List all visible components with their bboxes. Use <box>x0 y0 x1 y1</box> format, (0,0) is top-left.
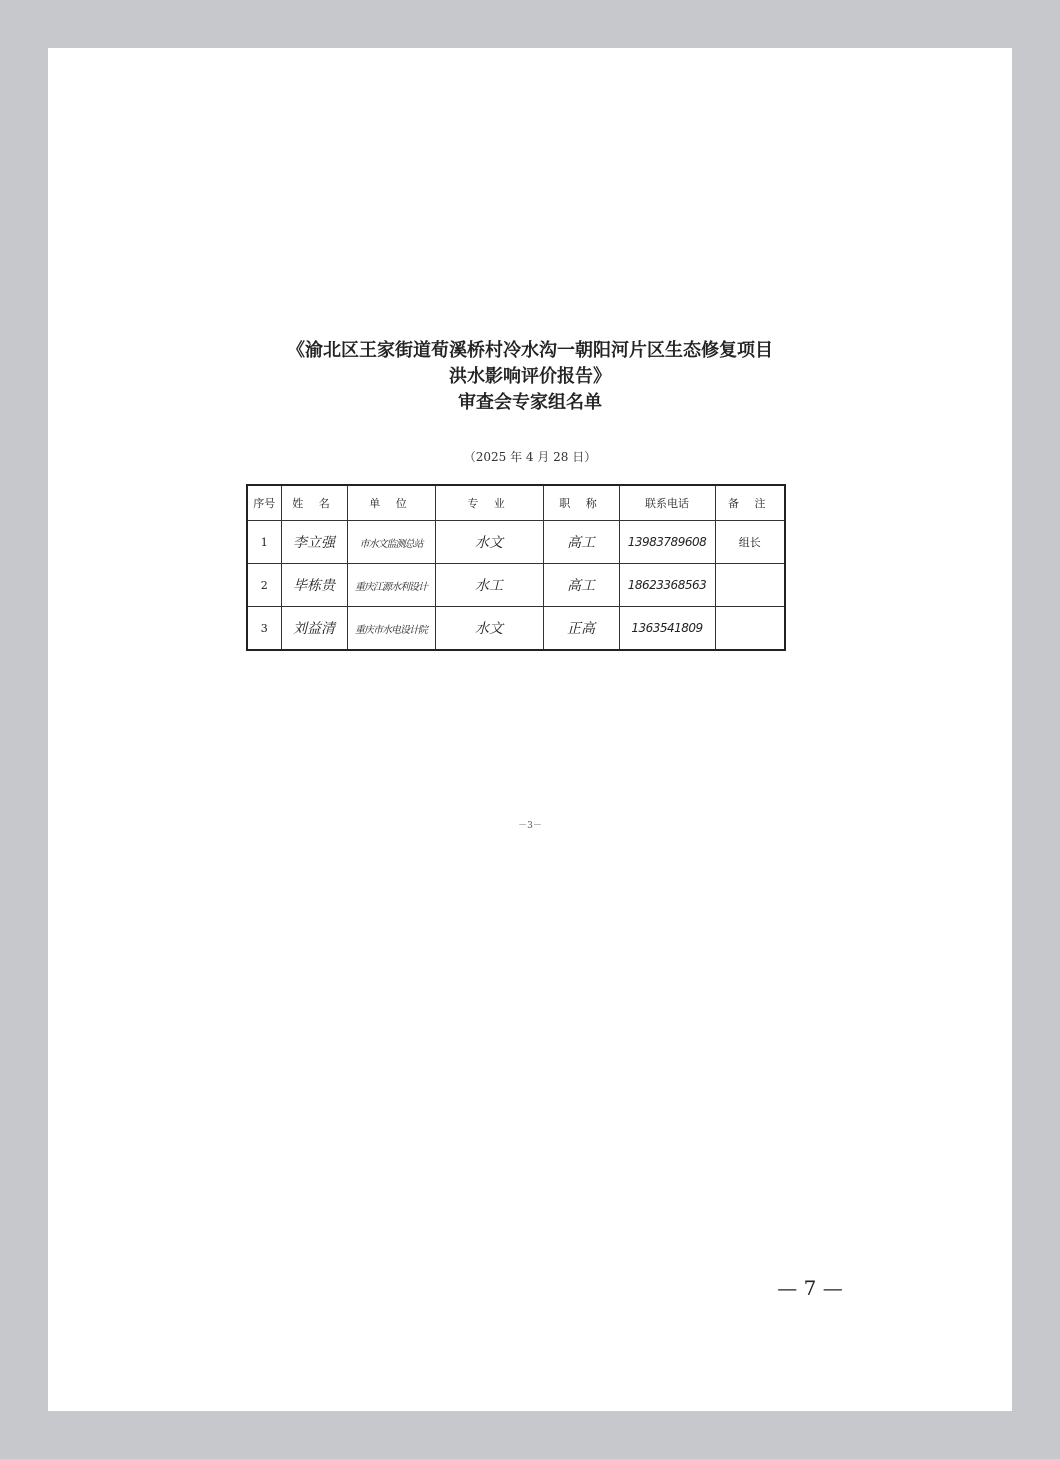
meeting-date: （2025 年 4 月 28 日） <box>463 450 597 464</box>
header-title: 职 称 <box>543 485 619 521</box>
cell-seq: 3 <box>247 607 281 651</box>
title-line-1: 《渝北区王家街道荀溪桥村冷水沟一朝阳河片区生态修复项目 <box>287 340 773 361</box>
cell-name: 刘益清 <box>281 607 347 651</box>
cell-note <box>715 564 785 607</box>
cell-phone: 13983789608 <box>619 521 715 564</box>
header-note: 备 注 <box>715 485 785 521</box>
cell-phone: 1363541809 <box>619 607 715 651</box>
cell-unit: 重庆市水电设计院 <box>347 607 435 651</box>
table-row <box>247 521 785 564</box>
table-row <box>247 564 785 607</box>
title-line-2: 洪水影响评价报告》 <box>449 366 611 387</box>
cell-seq: 1 <box>247 521 281 564</box>
cell-note <box>715 607 785 651</box>
cell-title: 高工 <box>543 564 619 607</box>
cell-name: 李立强 <box>281 521 347 564</box>
page-number: — 7 — <box>777 1276 843 1300</box>
cell-major: 水文 <box>435 607 543 651</box>
header-name: 姓 名 <box>281 485 347 521</box>
expert-list-table <box>246 484 786 651</box>
cell-title: 正高 <box>543 607 619 651</box>
cell-name: 毕栋贵 <box>281 564 347 607</box>
header-unit: 单 位 <box>347 485 435 521</box>
cell-unit: 市水文监测总站 <box>347 521 435 564</box>
cell-unit: 重庆江源水利设计 <box>347 564 435 607</box>
cell-major: 水文 <box>435 521 543 564</box>
cell-title: 高工 <box>543 521 619 564</box>
document-title <box>48 338 1012 416</box>
document-page <box>48 48 1012 1411</box>
header-phone: 联系电话 <box>619 485 715 521</box>
table-header-row <box>247 485 785 521</box>
title-line-3: 审查会专家组名单 <box>458 392 602 413</box>
inner-page-number: －3－ <box>518 821 542 831</box>
cell-major: 水工 <box>435 564 543 607</box>
cell-phone: 18623368563 <box>619 564 715 607</box>
header-seq: 序号 <box>247 485 281 521</box>
header-major: 专 业 <box>435 485 543 521</box>
cell-note: 组长 <box>715 521 785 564</box>
cell-seq: 2 <box>247 564 281 607</box>
table-row <box>247 607 785 651</box>
